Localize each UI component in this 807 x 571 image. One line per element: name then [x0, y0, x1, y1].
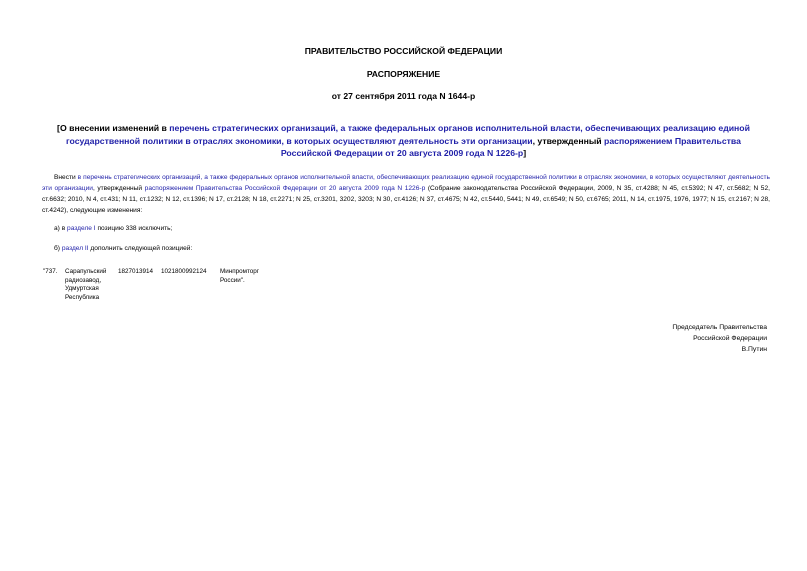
paragraph-end: (Собрание законодательства Российской Федерации, 2009, N 35, ст.4288; N 45, ст.5392; N 47, ст.5682; N 52, ст.6632; 2010, N 4, ст.431; N 11, ст.1232; N 12, ст.1396; N 17, ст.2128; N 18, ст.2271; N 25, ст.3201, 3202, 3203; N 30, ст.4126; N 37, ст.4675; N 42, ст.5440, 5441; N 49, ст.6549; N 50, ст.6765; 2011, N 14, ст.1975, 1976, 1977; N 15, ст.2167; N 28, ст.4242), следующие изменения: — [42, 185, 770, 214]
item-a-prefix: а) в — [54, 225, 68, 232]
item-a — [54, 225, 172, 232]
title-mid: , утвержденный — [532, 135, 605, 146]
document-title — [40, 122, 767, 160]
paragraph-start: Внести — [54, 174, 78, 181]
table-row-agency: Минпромторг России". — [220, 268, 260, 284]
item-b-suffix: дополнить следующей позицией: — [88, 245, 193, 252]
signature-block — [672, 322, 767, 355]
item-a-suffix: позицию 338 исключить; — [95, 225, 173, 232]
item-b-prefix: б) — [54, 245, 62, 252]
item-b — [54, 245, 192, 252]
signature-name: В.Путин — [741, 346, 767, 353]
document-type-heading: РАСПОРЯЖЕНИЕ — [366, 69, 441, 79]
title-open: [О внесении изменений в — [57, 123, 170, 133]
government-heading: ПРАВИТЕЛЬСТВО РОССИЙСКОЙ ФЕДЕРАЦИИ — [304, 46, 503, 56]
signature-line-2: Российской Федерации — [693, 335, 767, 342]
table-row-number: "737. — [43, 268, 58, 275]
title-link-order[interactable]: распоряжением Правительства Российской Федерации от 20 августа 2009 года N 1226-р — [280, 135, 741, 158]
document-date-number: от 27 сентября 2011 года N 1644-р — [331, 91, 476, 101]
table-row-inn: 1827013914 — [118, 268, 154, 275]
item-b-link-section[interactable]: раздел II — [61, 245, 89, 252]
title-link-list[interactable]: перечень стратегических организаций, а также федеральных органов исполнительной власти, обеспечивающих реализацию единой государственной политики в отраслях экономики, в которых осуществляют деятельность эти организации — [66, 123, 750, 146]
main-paragraph — [42, 172, 770, 216]
paragraph-link-list[interactable]: в перечень стратегических организаций, а также федеральных органов исполнительной власти, обеспечивающих реализацию единой государственной политики в отраслях экономики, в которых осуществляют деятельность эти организации — [42, 174, 770, 192]
paragraph-mid: , утвержденный — [92, 185, 145, 192]
table-row-ogrn: 1021800992124 — [161, 268, 207, 275]
table-row-organization: Сарапульский радиозавод, Удмуртская Республика — [65, 268, 107, 301]
item-a-link-section[interactable]: разделе I — [67, 225, 96, 232]
paragraph-link-order[interactable]: распоряжением Правительства Российской Федерации от 20 августа 2009 года N 1226-р — [144, 185, 426, 192]
signature-line-1: Председатель Правительства — [672, 324, 767, 331]
title-close: ] — [523, 148, 527, 158]
